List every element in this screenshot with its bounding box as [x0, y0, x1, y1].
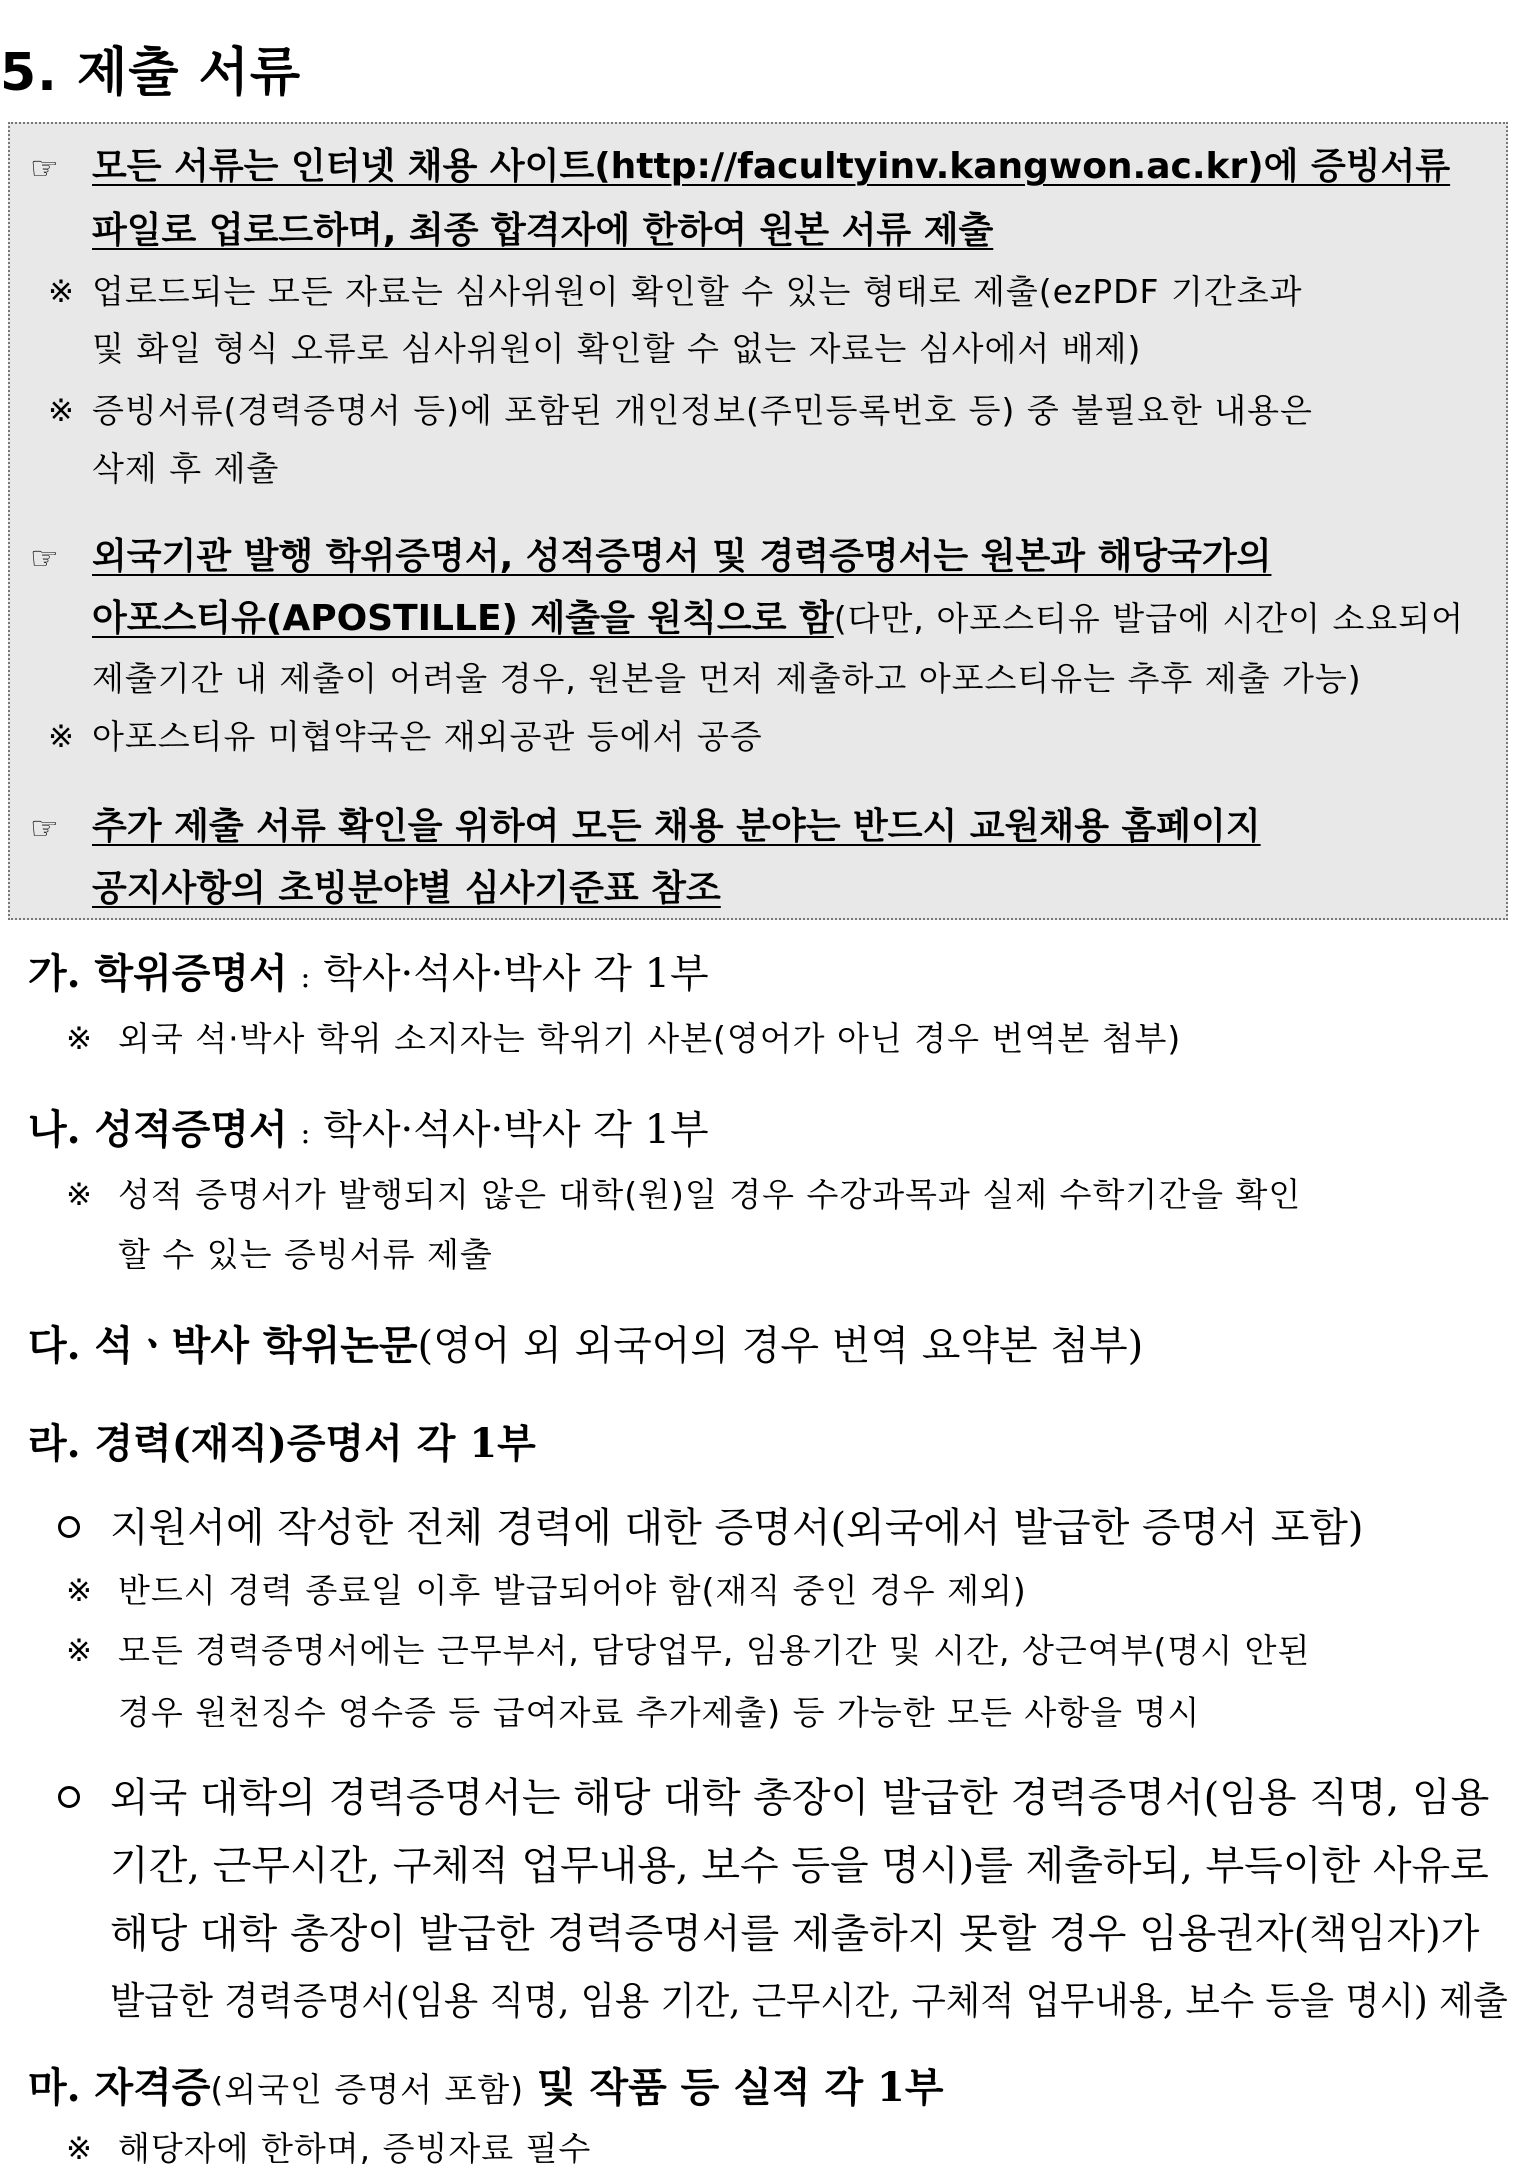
notice-1-note-2-line-1: 증빙서류(경력증명서 등)에 포함된 개인정보(주민등록번호 등) 중 불필요한 내용은: [92, 391, 1313, 430]
pointing-hand-icon: ☞: [30, 149, 59, 187]
notice-2-line-2-emphasis: 아포스티유(APOSTILLE) 제출을 원칙으로 함: [92, 598, 834, 639]
notice-1-line-2: 파일로 업로드하며, 최종 합격자에 한하여 원본 서류 제출: [92, 210, 994, 251]
notice-1-note-1-line-1: 업로드되는 모든 자료는 심사위원이 확인할 수 있는 형태로 제출(ezPDF 기간초과: [92, 272, 1303, 311]
section-ra-item-1-note-1: 반드시 경력 종료일 이후 발급되어야 함(재직 중인 경우 제외): [118, 1571, 1027, 1610]
section-ra-label: 라. 경력(재직)증명서 각 1부: [28, 1420, 536, 1467]
reference-mark-icon: ※: [66, 1573, 92, 1609]
reference-mark-icon: ※: [48, 393, 74, 429]
notice-box: [8, 122, 1508, 920]
notice-3-line-2: 공지사항의 초빙분야별 심사기준표 참조: [92, 868, 721, 909]
section-ra-item-2-line-3: 해당 대학 총장이 발급한 경력증명서를 제출하지 못할 경우 임용권자(책임자)가: [110, 1911, 1480, 1957]
section-ma-heading: [28, 2064, 944, 2111]
section-na-label: 나. 성적증명서: [28, 1106, 288, 1153]
section-ma-label: 마. 자격증: [28, 2064, 211, 2111]
reference-mark-icon: ※: [66, 1177, 92, 1213]
section-ra-item-1-text: 지원서에 작성한 전체 경력에 대한 증명서(외국에서 발급한 증명서 포함): [110, 1505, 1364, 1551]
section-na-note-line-2: 할 수 있는 증빙서류 제출: [118, 1235, 493, 1274]
section-ra-item-1-note-2-line-2: 경우 원천징수 영수증 등 급여자료 추가제출) 등 가능한 모든 사항을 명시: [118, 1693, 1201, 1732]
reference-mark-icon: ※: [48, 274, 74, 310]
section-ra-heading: [28, 1420, 536, 1467]
section-ma-paren: (외국인 증명서 포함): [210, 2070, 525, 2109]
notice-2-line-2: [92, 598, 1465, 639]
section-na-heading: [28, 1106, 709, 1153]
notice-2-line-1: 외국기관 발행 학위증명서, 성적증명서 및 경력증명서는 원본과 해당국가의: [92, 536, 1272, 577]
notice-2-line-2-rest: (다만, 아포스티유 발급에 시간이 소요되어: [833, 599, 1465, 638]
section-ga-separator: :: [300, 960, 311, 995]
notice-2-note: 아포스티유 미협약국은 재외공관 등에서 공증: [92, 717, 763, 756]
notice-2-line-3: 제출기간 내 제출이 어려울 경우, 원본을 먼저 제출하고 아포스티유는 추후 제출 가능): [92, 659, 1362, 698]
section-ra-item-1: [58, 1505, 1364, 1551]
section-ra-item-1-note-2-line-1: 모든 경력증명서에는 근무부서, 담당업무, 임용기간 및 시간, 상근여부(명시 안된: [118, 1631, 1311, 1670]
section-ga-value: 학사·석사·박사 각 1부: [323, 951, 709, 997]
section-ra-item-2: [58, 1775, 1490, 1821]
reference-mark-icon: ※: [48, 719, 74, 755]
circle-bullet-icon: [58, 1786, 80, 1808]
section-ra-item-2-line-1: 외국 대학의 경력증명서는 해당 대학 총장이 발급한 경력증명서(임용 직명, 임용: [110, 1775, 1490, 1821]
notice-1-note-2-line-2: 삭제 후 제출: [92, 449, 280, 488]
section-na-separator: :: [300, 1116, 311, 1151]
section-ra-item-2-line-4: 발급한 경력증명서(임용 직명, 임용 기간, 근무시간, 구체적 업무내용, 보수 등을 명시) 제출: [110, 1979, 1508, 2023]
notice-1-note-1-line-2: 및 화일 형식 오류로 심사위원이 확인할 수 없는 자료는 심사에서 배제): [92, 329, 1142, 368]
circle-bullet-icon: [58, 1516, 80, 1538]
reference-mark-icon: ※: [66, 1021, 92, 1057]
section-da-label: 다. 석ㆍ박사 학위논문: [28, 1322, 418, 1369]
reference-mark-icon: ※: [66, 2131, 92, 2167]
section-da-heading: [28, 1322, 1144, 1369]
section-ga-label: 가. 학위증명서: [28, 950, 288, 997]
pointing-hand-icon: ☞: [30, 809, 59, 847]
section-na-value: 학사·석사·박사 각 1부: [323, 1107, 709, 1153]
pointing-hand-icon: ☞: [30, 539, 59, 577]
section-ga-heading: [28, 950, 709, 997]
section-ra-item-2-line-2: 기간, 근무시간, 구체적 업무내용, 보수 등을 명시)를 제출하되, 부득이한 사유로: [110, 1843, 1489, 1889]
section-ma-note: 해당자에 한하며, 증빙자료 필수: [118, 2129, 592, 2168]
section-da-rest: (영어 외 외국어의 경우 번역 요약본 첨부): [417, 1323, 1144, 1369]
notice-1-line-1: 모든 서류는 인터넷 채용 사이트(http://facultyinv.kangwon.ac.kr)에 증빙서류: [92, 146, 1451, 187]
section-na-note-line-1: 성적 증명서가 발행되지 않은 대학(원)일 경우 수강과목과 실제 수학기간을 확인: [118, 1175, 1302, 1214]
section-ma-rest: 및 작품 등 실적 각 1부: [536, 2064, 944, 2111]
section-ga-note: 외국 석·박사 학위 소지자는 학위기 사본(영어가 아닌 경우 번역본 첨부): [118, 1019, 1182, 1058]
page-title: 5. 제출 서류: [0, 43, 302, 103]
notice-3-line-1: 추가 제출 서류 확인을 위하여 모든 채용 분야는 반드시 교원채용 홈페이지: [92, 806, 1261, 847]
reference-mark-icon: ※: [66, 1633, 92, 1669]
